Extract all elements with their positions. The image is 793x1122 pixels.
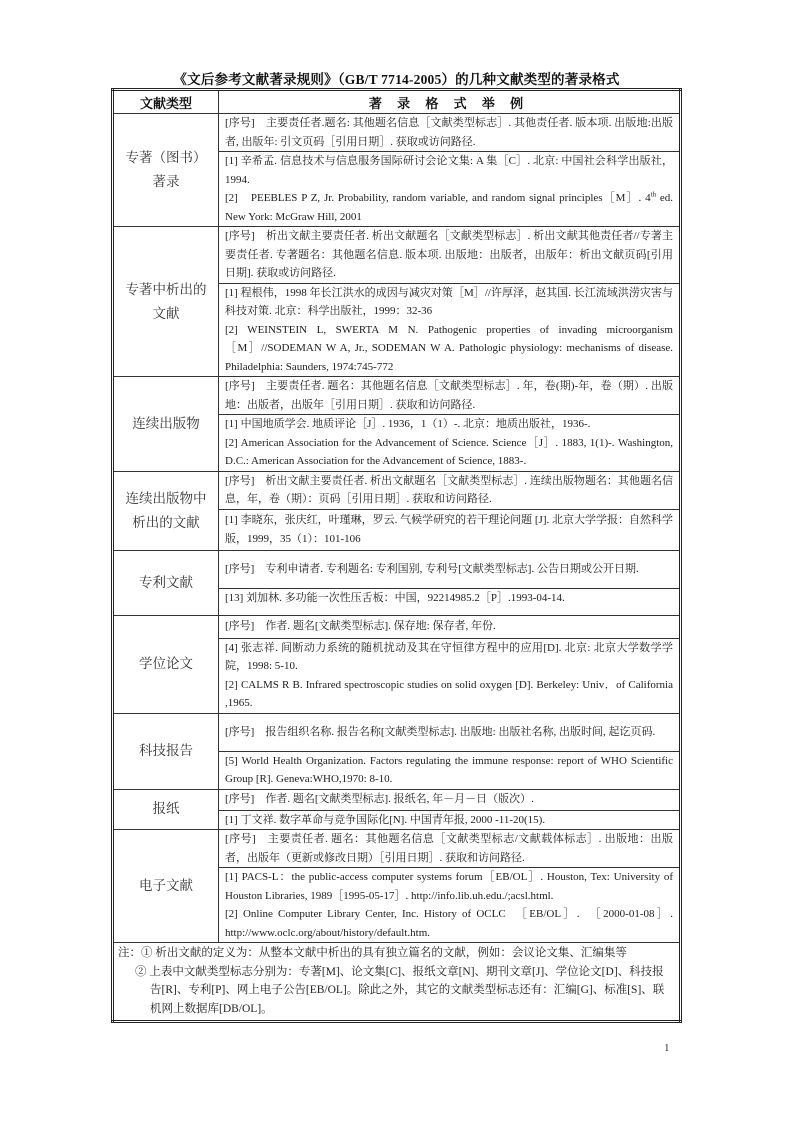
format-template: [序号] 主要责任者. 题名：其他题名信息［文献类型标志］. 年，卷(期)-年，卷（期）. 出版地：出版者，出版年［引用日期］. 获取和访问路径. bbox=[219, 377, 681, 415]
notes-row bbox=[113, 943, 681, 1022]
table-row bbox=[113, 713, 681, 751]
examples-cell bbox=[219, 588, 681, 615]
type-label: 专著（图书） bbox=[125, 150, 207, 166]
note-1: 注：① 析出文献的定义为：从整本文献中析出的具有独立篇名的文献，例如：会议论文集、汇编集等 bbox=[118, 947, 627, 959]
table-header-row bbox=[113, 90, 681, 114]
example-entry: [1] 中国地质学会. 地质评论［J］. 1936，1（1）-. 北京：地质出版社，1936-. bbox=[225, 418, 591, 430]
table-row bbox=[113, 789, 681, 810]
notes-cell bbox=[113, 943, 681, 1022]
format-template: [序号] 析出文献主要责任者. 析出文献题名［文献类型标志］. 析出文献其他责任者//专著主要责任者. 专著题名：其他题名信息. 版本项. 出版地：出版者，出版年：析出文献页码[引用日期]. 获取或访问路径. bbox=[219, 227, 681, 284]
format-template: [序号] 主要责任者.题名: 其他题名信息［文献类型标志］. 其他责任者. 版本项. 出版地:出版者, 出版年: 引文页码［引用日期］. 获取或访问路径. bbox=[219, 114, 681, 152]
examples-cell bbox=[219, 868, 681, 943]
examples-cell bbox=[219, 509, 681, 550]
example-entry: [2] WEINSTEIN L, SWERTA M N. Pathogenic properties of invading microorganism ［M］//SODEMAN W A, Jr., SODEMAN W A. Pathologic physiology: mechanisms of disease. Philadelphia: Saunders, 1974:745-772 bbox=[225, 323, 684, 373]
examples-cell bbox=[219, 152, 681, 227]
format-template: [序号] 析出文献主要责任者. 析出文献题名［文献类型标志］. 连续出版物题名：其他题名信息，年，卷（期）：页码［引用日期］. 获取和访问路径. bbox=[219, 471, 681, 509]
example-entry: [1] 辛希孟. 信息技术与信息服务国际研讨会论文集: A 集［C］. 北京: 中国社会科学出版社，1994. bbox=[225, 155, 673, 186]
table-row bbox=[113, 615, 681, 638]
type-cell-monograph bbox=[113, 114, 219, 227]
column-header-format: 著 录 格 式 举 例 bbox=[219, 90, 681, 114]
example-entry: [5] World Health Organization. Factors regulating the immune response: report of WHO Scientific Group [R]. Geneva:WHO,1970: 8-10. bbox=[225, 754, 673, 785]
example-entry: [2] Online Computer Library Center, Inc. History of OCLC ［EB/OL］. ［2000-01-08］. http://www.oclc.org/about/history/default.htm. bbox=[225, 908, 673, 939]
type-label: 著录 bbox=[152, 174, 180, 190]
page-title: 《文后参考文献著录规则》（GB/T 7714-2005）的几种文献类型的著录格式 bbox=[173, 72, 620, 87]
type-label: 专著中析出的 bbox=[125, 281, 207, 298]
type-cell-patent bbox=[113, 550, 219, 615]
format-template: [序号] 作者. 题名[文献类型标志]. 报纸名, 年－月－日（版次）. bbox=[219, 789, 681, 810]
table-row bbox=[113, 471, 681, 509]
format-template: [序号] 专利申请者. 专利题名: 专利国别, 专利号[文献类型标志]. 公告日期或公开日期. bbox=[219, 550, 681, 588]
example-entry: [2] CALMS R B. Infrared spectroscopic studies on solid oxygen [D]. Berkeley: Univ．of California ,1965. bbox=[225, 678, 673, 709]
type-cell-monograph-analytic bbox=[113, 227, 219, 377]
examples-cell bbox=[219, 810, 681, 830]
format-template: [序号] 主要责任者. 题名：其他题名信息［文献类型标志/文献载体标志］. 出版地：出版者，出版年（更新或修改日期）［引用日期］. 获取和访问路径. bbox=[219, 830, 681, 868]
type-label: 电子文献 bbox=[139, 878, 193, 894]
table-row bbox=[113, 377, 681, 415]
type-label: 科技报告 bbox=[139, 743, 193, 759]
type-label: 报纸 bbox=[152, 801, 180, 818]
type-cell-electronic bbox=[113, 830, 219, 943]
example-entry: [2] PEEBLES P Z, Jr. Probability, random variable, and random signal principles［M］. 4th ed. New York: McGraw Hill, 2001 bbox=[225, 190, 674, 223]
column-header-type: 文献类型 bbox=[113, 90, 219, 114]
example-entry: [1] 丁文祥. 数字革命与竞争国际化[N]. 中国青年报, 2000 -11-20(15). bbox=[225, 813, 546, 826]
type-cell-newspaper bbox=[113, 789, 219, 830]
table-row bbox=[113, 830, 681, 868]
example-entry: [4] 张志祥. 间断动力系统的随机扰动及其在守恒律方程中的应用[D]. 北京: 北京大学数学学院，1998: 5-10. bbox=[225, 641, 673, 672]
page-number: 1 bbox=[664, 1042, 670, 1054]
type-cell-report bbox=[113, 713, 219, 789]
table-row bbox=[113, 227, 681, 284]
format-template: [序号] 作者. 题名[文献类型标志]. 保存地: 保存者, 年份. bbox=[219, 615, 681, 638]
example-entry: [13] 刘加林. 多功能一次性压舌板：中国，92214985.2［P］.1993-04-14. bbox=[225, 591, 565, 604]
type-label: 连续出版物 bbox=[132, 415, 200, 432]
type-cell-serial-analytic bbox=[113, 471, 219, 550]
type-cell-thesis bbox=[113, 615, 219, 713]
table-row bbox=[113, 114, 681, 152]
example-entry: [1] 程根伟，1998 年长江洪水的成因与减灾对策［M］//许厚泽，赵其国. 长江流域洪涝灾害与科技对策. 北京：科学出版社，1999：32-36 bbox=[225, 286, 673, 317]
type-cell-serial bbox=[113, 377, 219, 472]
type-label: 连续出版物中 bbox=[125, 490, 207, 507]
note-2: ② 上表中文献类型标志分别为：专著[M]、论文集[C]、报纸文章[N]、期刊文章[J]、学位论文[D]、科技报告[R]、专利[P]、网上电子公告[EB/OL]。除此之外，其它的文献类型标志还有：汇编[G]、标准[S]、联机网上数据库[DB/OL]。 bbox=[135, 965, 665, 1015]
example-entry: [1] PACS-L：the public-access computer systems forum［EB/OL］. Houston, Tex: University of Houston Libraries, 1989［1995-05-17］. http://info.lib.uh.edu./;acsl.html. bbox=[225, 871, 673, 902]
type-label: 学位论文 bbox=[139, 656, 193, 672]
citation-format-table bbox=[111, 88, 682, 1023]
type-label: 析出的文献 bbox=[132, 514, 200, 531]
type-label: 专利文献 bbox=[139, 574, 193, 591]
examples-cell bbox=[219, 415, 681, 472]
examples-cell bbox=[219, 751, 681, 789]
examples-cell bbox=[219, 283, 684, 377]
example-entry: [1] 李晓东，张庆红，叶瑾琳，罗云. 气候学研究的若干理论问题 [J]. 北京大学学报：自然科学版，1999，35（1）：101-106 bbox=[225, 514, 673, 545]
examples-cell bbox=[219, 638, 681, 713]
table-row bbox=[113, 550, 681, 588]
example-entry: [2] American Association for the Advancement of Science. Science［J］. 1883, 1(1)-. Washington, D.C.: American Association for the Advancement of Science, 1883-. bbox=[225, 436, 673, 467]
type-label: 文献 bbox=[152, 305, 180, 322]
format-template: [序号] 报告组织名称. 报告名称[文献类型标志]. 出版地: 出版社名称, 出版时间, 起讫页码. bbox=[219, 713, 681, 751]
